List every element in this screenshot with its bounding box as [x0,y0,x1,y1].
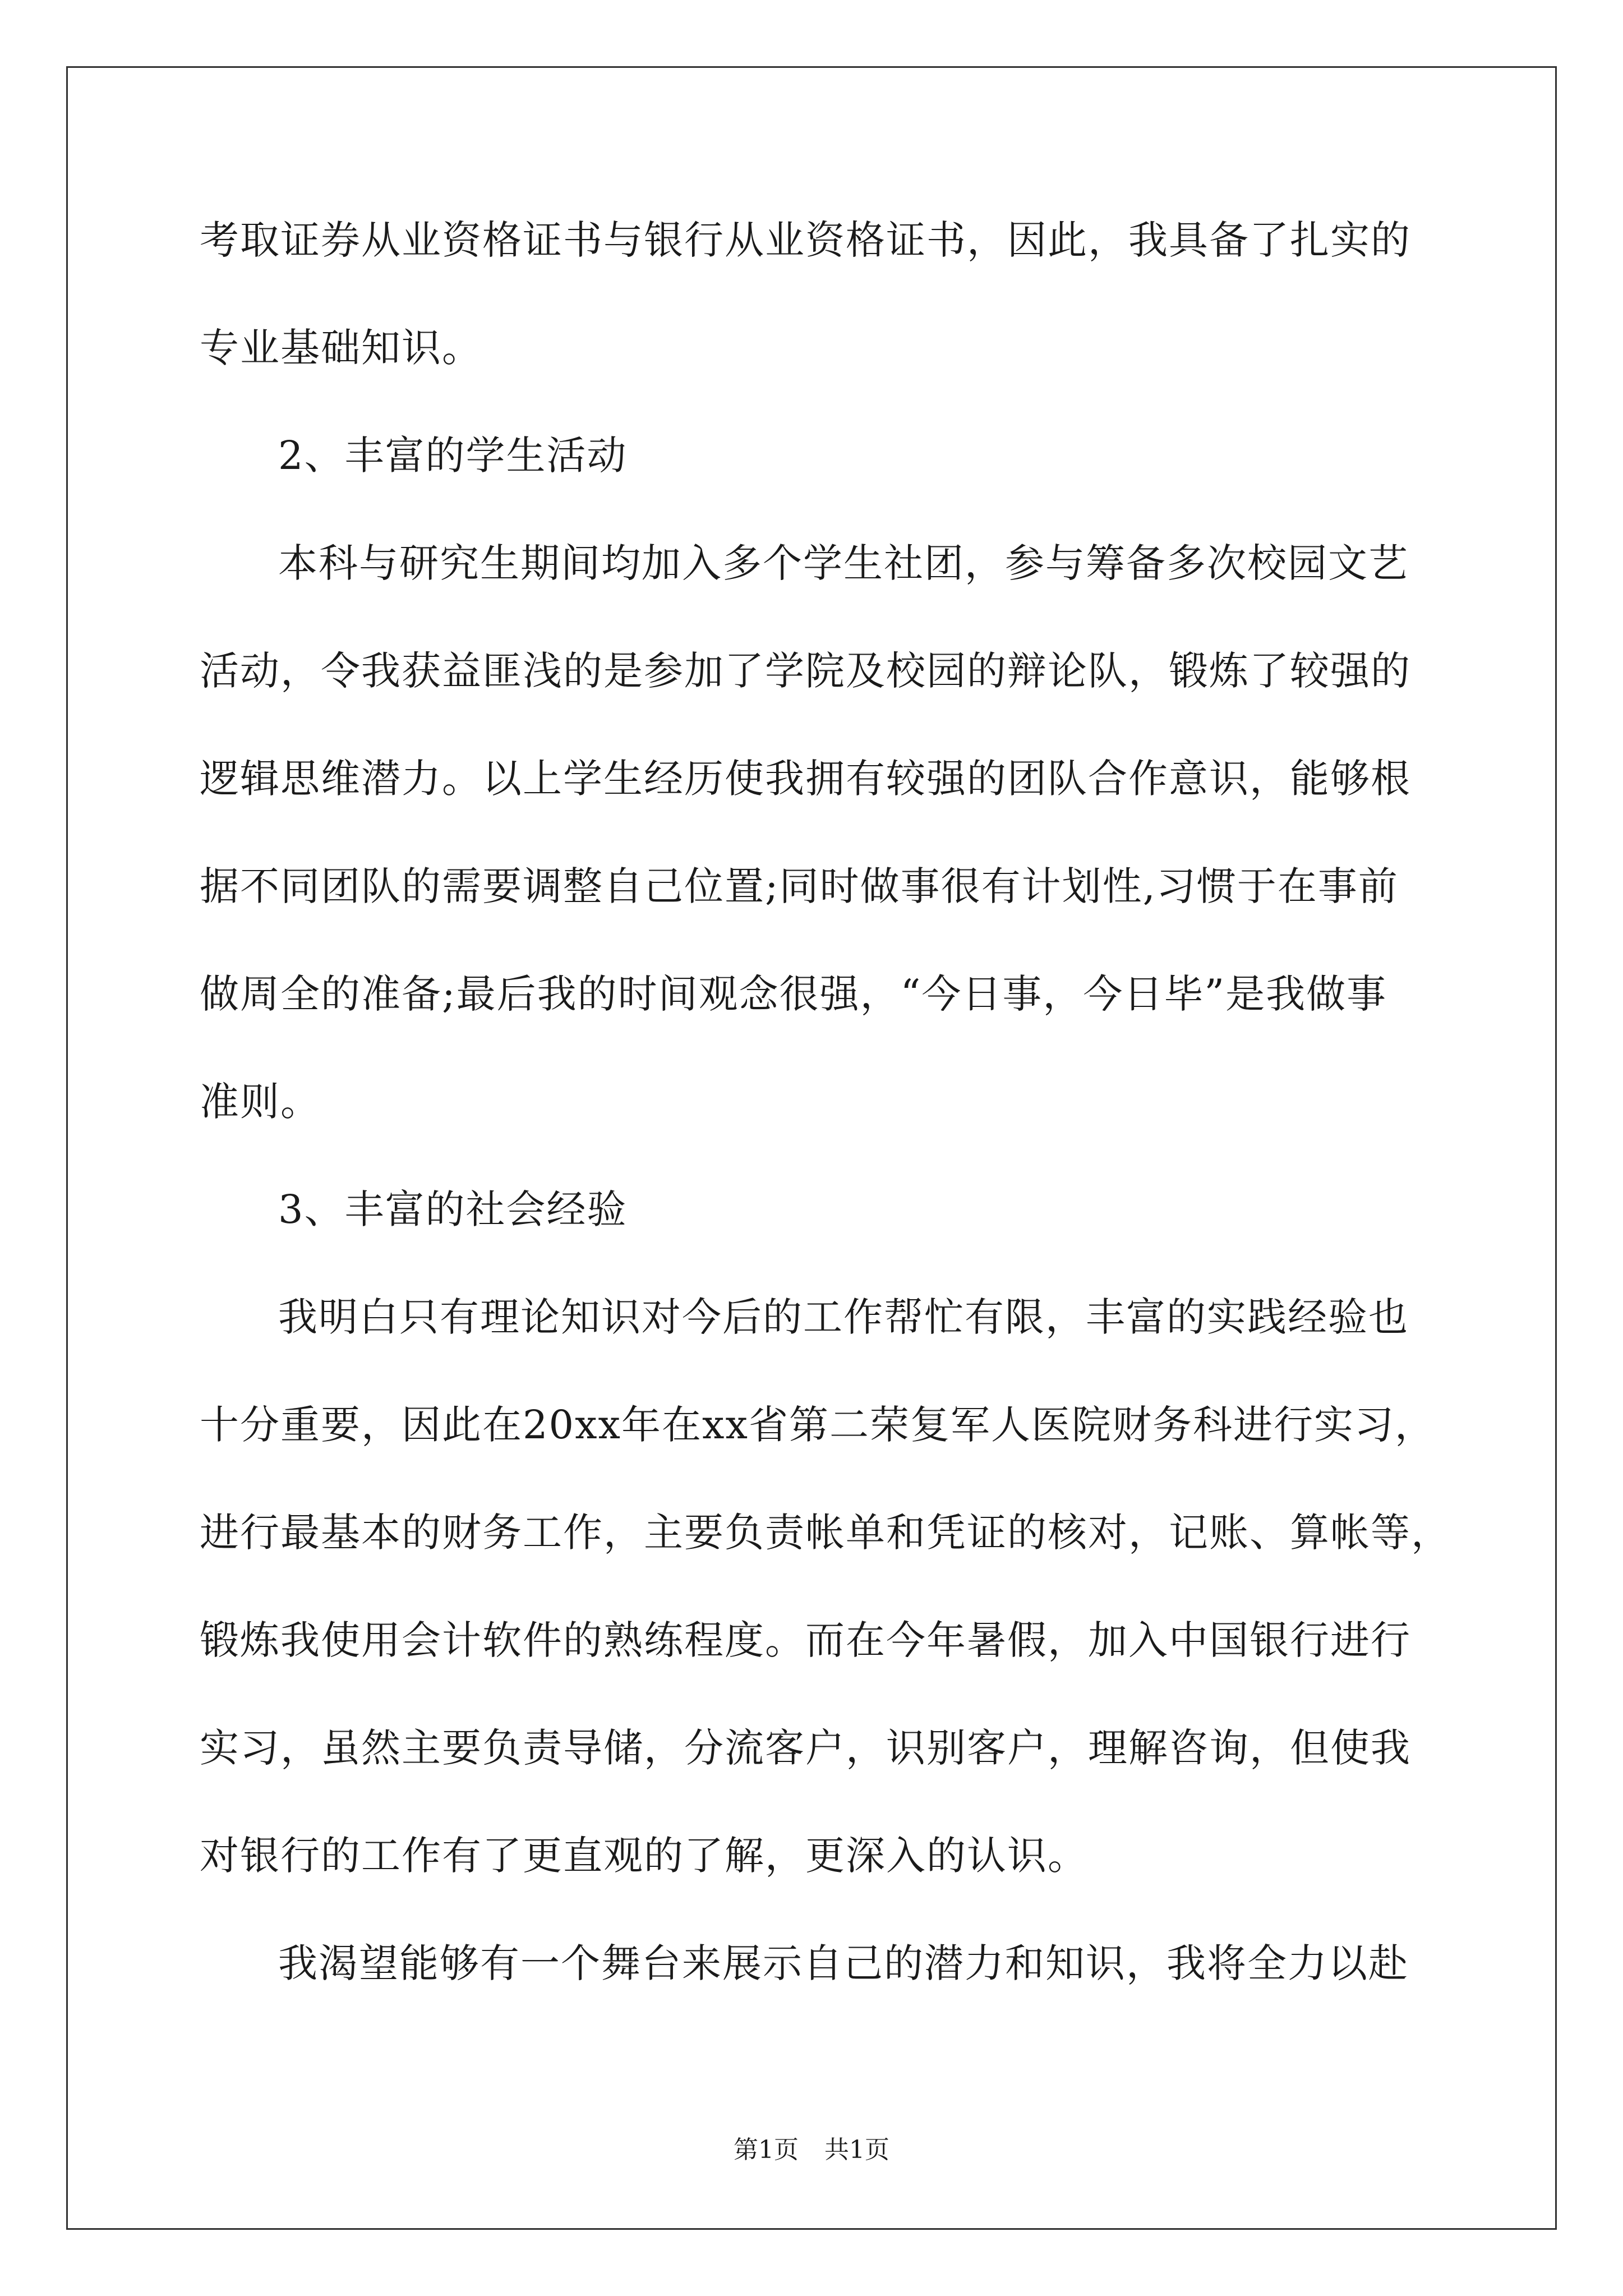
text-line: 对银行的工作有了更直观的了解，更深入的认识。 [200,1833,1088,1879]
text-line: 专业基础知识。 [200,325,482,371]
text-line: 进行最基本的财务工作，主要负责帐单和凭证的核对，记账、算帐等， [200,1510,1451,1556]
text-line: 据不同团队的需要调整自己位置;同时做事很有计划性,习惯于在事前 [200,863,1399,909]
page-number: 第1页 [734,2136,799,2164]
section-heading: 3、丰富的社会经验 [278,1186,628,1232]
text-line: 逻辑思维潜力。以上学生经历使我拥有较强的团队合作意识，能够根 [200,756,1411,802]
page-footer [0,2129,1623,2165]
text-line: 锻炼我使用会计软件的熟练程度。而在今年暑假，加入中国银行进行 [200,1617,1411,1663]
text-line: 活动，令我获益匪浅的是参加了学院及校园的辩论队，锻炼了较强的 [200,648,1411,694]
text-line: 做周全的准备;最后我的时间观念很强，“今日事，今日毕”是我做事 [200,971,1387,1017]
text-line: 十分重要，因此在20xx年在xx省第二荣复军人医院财务科进行实习， [200,1402,1435,1448]
text-line: 实习，虽然主要负责导储，分流客户，识别客户，理解咨询，但使我 [200,1725,1411,1771]
text-line: 考取证券从业资格证书与银行从业资格证书，因此，我具备了扎实的 [200,217,1411,263]
document-body [200,213,1451,2044]
text-line: 我明白只有理论知识对今后的工作帮忙有限，丰富的实践经验也 [278,1294,1409,1340]
text-line: 本科与研究生期间均加入多个学生社团，参与筹备多次校园文艺 [278,540,1409,586]
section-heading: 2、丰富的学生活动 [278,432,628,478]
page-total: 共1页 [824,2136,889,2164]
text-line: 我渴望能够有一个舞台来展示自己的潜力和知识，我将全力以赴 [278,1940,1409,1986]
text-line: 准则。 [200,1079,321,1125]
